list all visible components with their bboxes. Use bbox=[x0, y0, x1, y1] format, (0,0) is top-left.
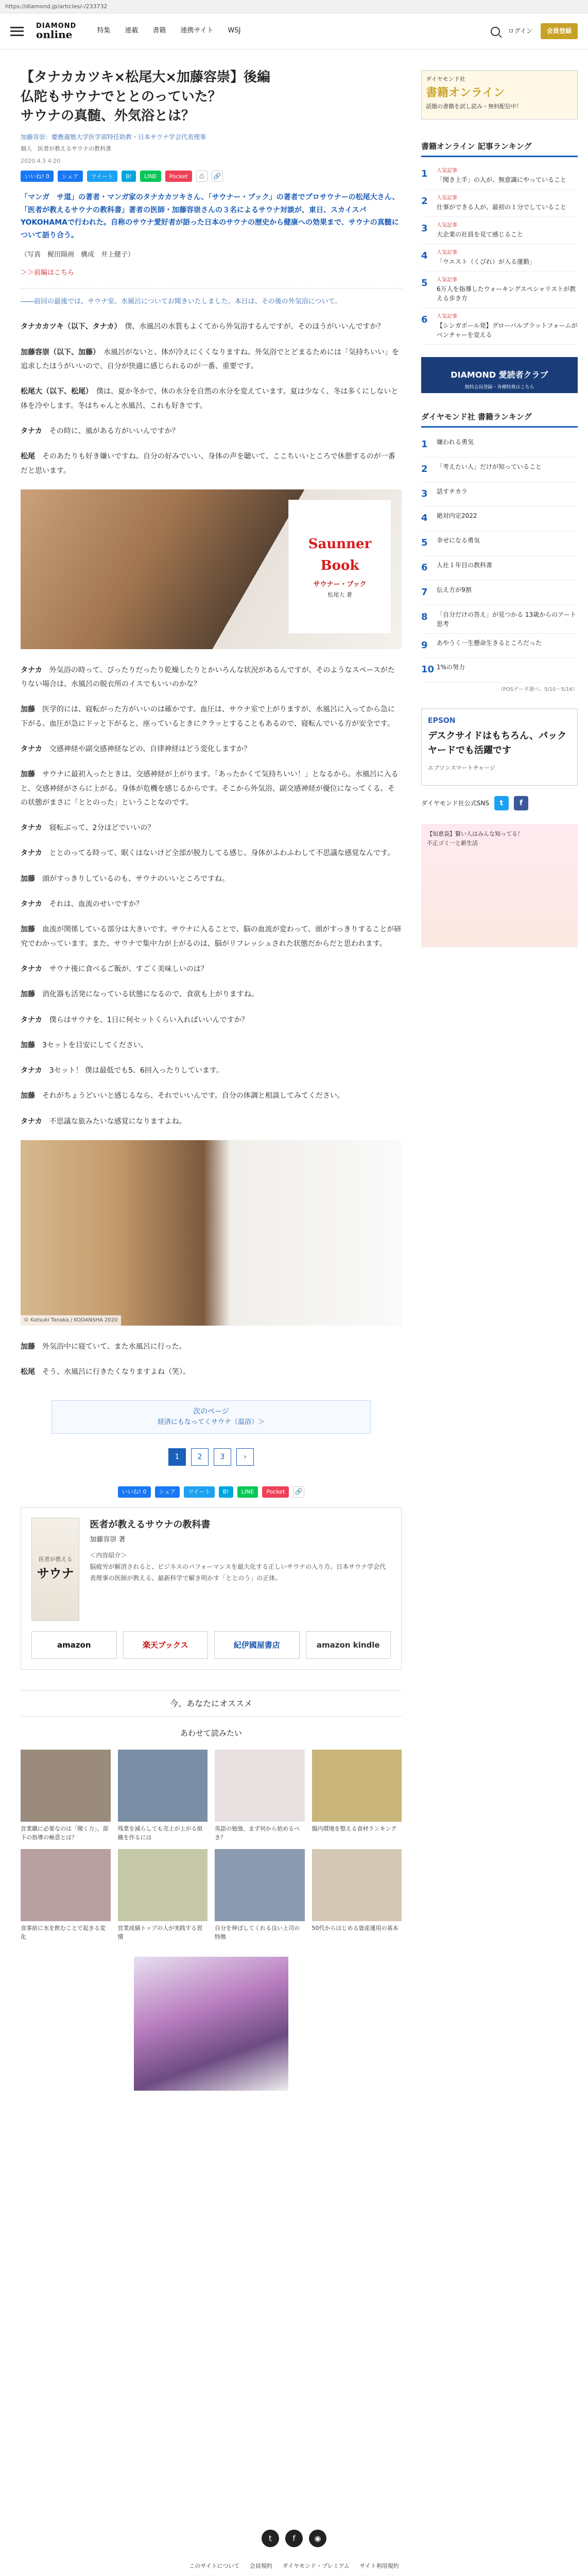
hatena-bookmark-button[interactable]: B! bbox=[219, 1486, 233, 1498]
twitter-icon[interactable]: t bbox=[494, 796, 509, 810]
sidebar-ad[interactable] bbox=[421, 824, 578, 947]
global-nav bbox=[97, 26, 240, 37]
logo-bottom-text: online bbox=[36, 28, 73, 41]
article-main bbox=[21, 49, 402, 2111]
next-page-label: 次のページ bbox=[193, 1407, 229, 1416]
speaker-name: タナカ bbox=[21, 964, 42, 973]
official-sns bbox=[421, 796, 578, 810]
speaker-text: 頭がすっきりしているのも、サウナのいいところですね。 bbox=[42, 874, 230, 883]
facebook-like-button[interactable]: いいね! 0 bbox=[118, 1486, 151, 1498]
speaker-text: 寝転ぶって、2分ほどでいいの？ bbox=[49, 824, 155, 833]
speaker-name: 加藤 bbox=[21, 990, 35, 999]
page-3-button[interactable]: 3 bbox=[214, 1448, 231, 1466]
related-item[interactable]: 食事前に水を飲むことで起きる変化 bbox=[21, 1849, 111, 1941]
speaker-text: 僕らはサウナを、1日に何セットくらい入ればいいんですか？ bbox=[49, 1015, 249, 1024]
link-icon[interactable]: 🔗 bbox=[293, 1486, 304, 1498]
paragraph bbox=[21, 821, 402, 835]
speaker-text: 3セット！ 僕は最低でも5、6回入ったりしています。 bbox=[49, 1066, 223, 1075]
saunner-book-image bbox=[288, 500, 391, 634]
speaker-text: ととのってる時って、眠くはないけど全部が脱力してる感じ。身体がふわふわして不思議な感覚なんです。 bbox=[49, 849, 395, 858]
next-page-link[interactable] bbox=[51, 1400, 371, 1434]
book-cover-sub: 医者が教える bbox=[38, 1555, 73, 1563]
recommend-heading: 今、あなたにオススメ bbox=[21, 1690, 402, 1717]
footer-links bbox=[0, 2560, 588, 2576]
ranking-item[interactable]: 6 人気記事 【シンガポール発】グローバルプラットフォームがベンチャーを変える bbox=[421, 308, 578, 345]
paragraph bbox=[21, 988, 402, 1002]
book-ranking-list bbox=[421, 433, 578, 683]
related-item[interactable]: 営業成績トップの人が実践する習慣 bbox=[118, 1849, 208, 1941]
speaker-text: 医学的には、寝転がった方がいいのは確かです。血圧は、サウナ室で上がりますが、水風呂に入ってから急に下がる。血圧が急にドッと下がると、座っているときにクラッとすることもあるので、寝転んでいる方が安全です。 bbox=[21, 705, 395, 728]
sns-label: ダイヤモンド社公式SNS bbox=[421, 799, 489, 807]
facebook-icon[interactable]: f bbox=[514, 796, 528, 810]
register-button[interactable]: 会員登録 bbox=[541, 23, 578, 39]
browser-address-bar[interactable] bbox=[0, 0, 588, 13]
publish-date: 2020.4.3 4:20 bbox=[21, 157, 61, 164]
speaker-text: 水風呂がないと、体が冷えにくくなりますね。外気浴でとどまるためには「気持ちいい」を追求したほうがいいので、自分が快適に感じられるのが一番、重要です。 bbox=[21, 348, 399, 371]
sidebar bbox=[421, 49, 578, 2111]
speaker-name: タナカ bbox=[21, 744, 42, 753]
nav-item-books[interactable]: 書籍 bbox=[152, 27, 166, 35]
rss-icon[interactable]: ◉ bbox=[309, 2530, 326, 2547]
nav-item-wsj[interactable]: WSJ bbox=[228, 27, 241, 35]
speaker-name: タナカ bbox=[21, 427, 42, 435]
footer-link[interactable]: ダイヤモンド・プレミアム bbox=[282, 2563, 350, 2569]
ranking-item[interactable]: 5 人気記事 6万人を指導したウォーキングスペシャリストが教える歩き方 bbox=[421, 272, 578, 308]
twitter-icon[interactable]: t bbox=[262, 2530, 279, 2547]
paragraph bbox=[21, 320, 402, 334]
book-info bbox=[90, 1518, 391, 1621]
book-title[interactable]: 医者が教えるサウナの教科書 bbox=[90, 1519, 211, 1530]
rakuten-button[interactable]: 楽天ブックス bbox=[123, 1631, 209, 1659]
tweet-button[interactable]: ツイート bbox=[184, 1486, 214, 1498]
nav-item-partners[interactable]: 連携サイト bbox=[180, 27, 214, 35]
speaker-name: 加藤 bbox=[21, 1343, 35, 1351]
ranking-list bbox=[421, 162, 578, 345]
book-ranking-item[interactable]: 5 幸せになる勇気 bbox=[421, 531, 578, 556]
kindle-button[interactable]: amazon kindle bbox=[306, 1631, 391, 1659]
paragraph bbox=[21, 425, 402, 438]
paragraph bbox=[21, 1039, 402, 1053]
speaker-name: タナカ bbox=[21, 1117, 42, 1126]
speaker-text: それは、血流のせいですか？ bbox=[49, 900, 143, 909]
book-author: 加藤容崇 著 bbox=[90, 1535, 126, 1544]
article-photo-1 bbox=[21, 489, 402, 649]
related-grid bbox=[21, 1750, 402, 1842]
speaker-text: 外気浴の時って、ぴったりだったり乾燥したりとかいろんな状況があるんですが、そのようなスペースがたりない場合は、水風呂の脱衣所のイスでもいいのかな？ bbox=[21, 666, 395, 689]
speaker-name: 加藤 bbox=[21, 874, 35, 883]
book-ranking-item[interactable]: 9 あやうく一生懸命生きるところだった bbox=[421, 634, 578, 658]
related-item[interactable]: 英語の勉強、まず何から始めるべき？ bbox=[215, 1750, 305, 1842]
speaker-text: 血流が関係している部分は大きいです。サウナに入ることで、脳の血流が変わって、頭がすっきりすることが研究でわかっています。また、サウナで集中力が上がるのは、脳がリフレッシュされた状態だからだと思われます。 bbox=[21, 925, 402, 948]
article-lead: 「マンガ サ道」の著者・マンガ家のタナカカツキさん、「サウナー・ブック」の著者でプロサウナーの松尾大さん、「医者が教えるサウナの教科書」著者の医師・加藤容崇さんの３名によるサウナ対談が、東日、スカイスパYOKOHAMAで行われた。自称のサウナ愛好者が語った日本のサウナの歴史から健康への効果まで、サウナの真髄について語り合う。 bbox=[21, 193, 400, 240]
epson-ad[interactable] bbox=[421, 708, 578, 786]
speaker-name: 松尾 bbox=[21, 1368, 35, 1377]
related-grid bbox=[21, 1849, 402, 1941]
url-text: https://diamond.jp/articles/-/233732 bbox=[5, 3, 108, 10]
pagination bbox=[21, 1448, 402, 1466]
store-buttons bbox=[31, 1631, 391, 1659]
banner-note: 無料会員登録・各種特典はこちら bbox=[464, 384, 534, 390]
paragraph bbox=[21, 872, 402, 886]
book-ranking-item[interactable]: 2 「考えたい人」だけが知っていること bbox=[421, 457, 578, 482]
previous-part-link[interactable]: ＞＞前編はこちら bbox=[21, 269, 75, 277]
paragraph bbox=[21, 846, 402, 860]
related-item[interactable]: 営業職に必要なのは「聞く力」。部下の指導の極意とは？ bbox=[21, 1750, 111, 1842]
speaker-name: タナカ bbox=[21, 1066, 42, 1075]
footer-link[interactable]: 会員規約 bbox=[249, 2563, 272, 2569]
speaker-text: 僕は、夏か冬かで、休の水分を自然の水分を変えています。夏は少なく、冬は多くにしないと体を冷やします。冬はちゃんと水風呂、これも好きです。 bbox=[21, 387, 399, 410]
book-ranking-item[interactable]: 1 嫌われる勇気 bbox=[421, 433, 578, 457]
speaker-name: 松尾 bbox=[21, 452, 35, 461]
speaker-name: 加藤容崇（以下、加藤） bbox=[21, 348, 96, 357]
book-cover-title: サウナ bbox=[37, 1566, 74, 1581]
speaker-name: タナカ bbox=[21, 1015, 42, 1024]
nav-item-series[interactable]: 連載 bbox=[125, 27, 139, 35]
line-share-button[interactable]: LINE bbox=[237, 1486, 258, 1498]
share-bar-bottom bbox=[21, 1486, 402, 1498]
ranking-item[interactable]: 3 人気記事 大企業の社員を見て感じること bbox=[421, 217, 578, 244]
speaker-text: その時に、風がある方がいいんですか？ bbox=[49, 427, 179, 435]
speaker-name: 加藤 bbox=[21, 705, 35, 714]
related-item[interactable]: 50代からはじめる資産運用の基本 bbox=[312, 1849, 402, 1941]
book-image-title: Saunner Book bbox=[308, 536, 372, 573]
ranking-item[interactable]: 2 人気記事 仕事ができる人が、最初の１分でしていること bbox=[421, 190, 578, 217]
site-header bbox=[0, 13, 588, 49]
speaker-name: タナカ bbox=[21, 824, 42, 833]
paragraph bbox=[21, 1115, 402, 1129]
ranking-note: （POSデータ調べ、5/10〜5/16） bbox=[497, 687, 578, 693]
series-byline[interactable]: 個人 医者が教えるサウナの教科書 bbox=[21, 145, 111, 152]
book-ranking-item[interactable]: 7 伝え方が9割 bbox=[421, 581, 578, 605]
facebook-like-button[interactable]: いいね! 0 bbox=[21, 171, 54, 182]
speaker-text: そう、水風呂に行きたくなりますよね（笑）。 bbox=[42, 1368, 190, 1377]
books-online-ad[interactable] bbox=[421, 70, 578, 120]
book-ranking-item[interactable]: 8 「自分だけの答え」が見つかる 13歳からのアート思考 bbox=[421, 605, 578, 634]
speaker-text: そのあたりも好き嫌いですね。自分の好みでいい、身体の声を聴いて、ここちいいところで休憩するのが一番だと思います。 bbox=[21, 452, 395, 475]
readers-club-banner[interactable] bbox=[421, 357, 578, 393]
header-actions bbox=[491, 23, 578, 39]
paragraph bbox=[21, 703, 402, 731]
ranking-item[interactable]: 4 人気記事 「ウエスト（くびれ）が入る運動」 bbox=[421, 244, 578, 272]
site-footer bbox=[0, 2530, 588, 2576]
book-ranking-title: ダイヤモンド社 書籍ランキング bbox=[421, 411, 578, 428]
speaker-name: 加藤 bbox=[21, 770, 35, 779]
amazon-button[interactable]: amazon bbox=[31, 1631, 117, 1659]
speaker-text: 交感神経や副交感神経などの、自律神経はどう変化しますか？ bbox=[49, 744, 251, 753]
speaker-name: 松尾大（以下、松尾） bbox=[21, 387, 89, 396]
divider bbox=[21, 288, 402, 289]
paragraph bbox=[21, 923, 402, 951]
sidebar-ad-note: 不正ゴミ一と新生活 bbox=[427, 839, 478, 846]
menu-icon[interactable] bbox=[10, 27, 24, 36]
paragraph bbox=[21, 1365, 402, 1379]
article-intro: ――前回の最後では、サウナ室、水風呂についてお聞きいたしました。本日は、その後の外気浴について。 bbox=[21, 298, 342, 306]
book-ranking-item[interactable]: 10 1%の努力 bbox=[421, 658, 578, 683]
tweet-button[interactable]: ツイート bbox=[87, 171, 117, 182]
link-icon[interactable]: 🔗 bbox=[212, 171, 223, 182]
related-item[interactable]: 腸内環境を整える食材ランキング bbox=[312, 1750, 402, 1842]
speaker-text: それがちょうどいいと感じるなら、それでいいんです。自分の体調と相談してみてください。 bbox=[42, 1092, 344, 1100]
site-logo[interactable] bbox=[36, 23, 76, 40]
book-ranking-item[interactable]: 6 人社１年目の教科書 bbox=[421, 556, 578, 581]
line-share-button[interactable]: LINE bbox=[140, 171, 161, 182]
footer-link[interactable]: このサイトについて bbox=[189, 2563, 240, 2569]
related-item[interactable]: 自分を伸ばしてくれる良い上司の特徴 bbox=[215, 1849, 305, 1941]
pocket-button[interactable]: Pocket bbox=[262, 1486, 289, 1498]
page-container bbox=[0, 49, 588, 2111]
article-photo-2 bbox=[21, 1140, 402, 1326]
facebook-share-button[interactable]: シェア bbox=[58, 171, 83, 182]
speaker-name: タナカカツキ（以下、タナカ） bbox=[21, 323, 118, 331]
page-1-button[interactable]: 1 bbox=[168, 1448, 186, 1466]
photo-credit: （写真 梶田陽画 構成 井上健子） bbox=[21, 251, 135, 259]
article-title: 【タナカカツキ×松尾大×加藤容崇】後編 仏陀もサウナでととのっていた？ サウナの真髄、外気浴とは？ bbox=[21, 70, 271, 124]
speaker-text: サウナに最初入ったときは、交感神経が上がります。「あったかくて気持ちいい！」となるから。水風呂に入ると、交感神経がさらに上がる。身体が危機を感じるからです。そこから外気浴、副交感神経が優位になってくる。その状態がまさに「ととのった」ということなのです。 bbox=[21, 770, 399, 807]
nav-item-feature[interactable]: 特集 bbox=[97, 27, 111, 35]
print-icon[interactable]: ⎙ bbox=[196, 171, 207, 182]
footer-link[interactable]: サイト利用規約 bbox=[359, 2563, 399, 2569]
ad-title: 書籍オンライン bbox=[426, 86, 505, 99]
paragraph bbox=[21, 385, 402, 413]
author-byline[interactable]: 加藤容崇：慶應義塾大学医学部特任助教・日本サウナ学会代表理事 bbox=[21, 133, 206, 141]
ad-tag: ダイヤモンド社 bbox=[426, 76, 465, 82]
book-desc-label: ＜内容紹介＞ bbox=[90, 1552, 127, 1560]
logo-top-text: DIAMOND bbox=[36, 22, 77, 30]
book-cover-image[interactable] bbox=[31, 1518, 79, 1621]
speaker-name: タナカ bbox=[21, 849, 42, 858]
ad-note: 話題の書籍を試し読み・無料配信中！ bbox=[426, 103, 522, 110]
advertisement[interactable] bbox=[134, 1957, 288, 2091]
search-icon[interactable] bbox=[491, 27, 500, 36]
epson-title: デスクサイドはもちろん、パックヤードでも活躍です bbox=[428, 730, 567, 756]
speaker-text: 僕、水風呂の水質もよくてから外気浴するんですが、そのほうがいいんですか？ bbox=[125, 323, 385, 331]
epson-brand: EPSON bbox=[428, 717, 456, 725]
book-ranking-item[interactable]: 4 絶対内定2022 bbox=[421, 506, 578, 531]
speaker-text: サウナ後に食べるご飯が、すごく美味しいのは？ bbox=[49, 964, 208, 973]
paragraph bbox=[21, 1340, 402, 1354]
paragraph bbox=[21, 664, 402, 692]
ranking-item[interactable]: 1 人気記事 「聞き上手」の人が、無意識にやっていること bbox=[421, 162, 578, 190]
share-bar bbox=[21, 171, 402, 182]
speaker-text: 3セットを目安にしてください。 bbox=[42, 1041, 148, 1049]
photo-caption: © Katsuki Tanaka / KODANSHA 2020 bbox=[21, 1315, 121, 1326]
speaker-text: 消化器も活発になっている状態になるので、食欲も上がりますね。 bbox=[42, 990, 258, 999]
speaker-text: 外気浴中に寝ていて、また水風呂に行った。 bbox=[42, 1343, 186, 1351]
book-image-line: サウナー・ブック bbox=[313, 581, 367, 589]
book-image-note: 松尾大 著 bbox=[327, 591, 352, 598]
speaker-name: タナカ bbox=[21, 666, 42, 674]
paragraph bbox=[21, 962, 402, 976]
pocket-button[interactable]: Pocket bbox=[165, 171, 192, 182]
speaker-text: 不思議な旅みたいな感覚になりますよね。 bbox=[49, 1117, 186, 1126]
kinokuniya-button[interactable]: 紀伊國屋書店 bbox=[214, 1631, 300, 1659]
paragraph bbox=[21, 1064, 402, 1078]
next-page-button[interactable]: › bbox=[236, 1448, 254, 1466]
hatena-bookmark-button[interactable]: B! bbox=[122, 171, 136, 182]
banner-title: DIAMOND 愛読者クラブ bbox=[451, 370, 548, 380]
paragraph bbox=[21, 1013, 402, 1027]
speaker-name: 加藤 bbox=[21, 1092, 35, 1100]
page-2-button[interactable]: 2 bbox=[191, 1448, 209, 1466]
book-description: 脳疲労が解消されると、ビジネスのパフォーマンスを最大化する正しいサウナの入り方。日本サウナ学会代表理事の医師が教える、最新科学で解き明かす「ととのう」の正体。 bbox=[90, 1563, 386, 1582]
book-ranking-item[interactable]: 3 話すチカラ bbox=[421, 482, 578, 507]
sidebar-ad-title: 【知恵袋】賢い人はみんな知ってる！ bbox=[427, 831, 523, 838]
facebook-icon[interactable]: f bbox=[285, 2530, 303, 2547]
next-page-title: 経済にもなってくサウナ（温浴）＞ bbox=[157, 1418, 265, 1427]
speaker-name: 加藤 bbox=[21, 1041, 35, 1049]
speaker-name: タナカ bbox=[21, 900, 42, 909]
login-button[interactable]: ログイン bbox=[508, 27, 532, 35]
paragraph bbox=[21, 768, 402, 810]
facebook-share-button[interactable]: シェア bbox=[155, 1486, 180, 1498]
related-heading: あわせて読みたい bbox=[180, 1728, 242, 1738]
paragraph bbox=[21, 1089, 402, 1103]
paragraph bbox=[21, 450, 402, 478]
related-item[interactable]: 残業を減らしても売上が上がる組織を作るには bbox=[118, 1750, 208, 1842]
epson-note: エプソンスマートチャージ bbox=[428, 765, 495, 772]
paragraph bbox=[21, 742, 402, 756]
ranking-title: 書籍オンライン 記事ランキング bbox=[421, 140, 578, 157]
speaker-name: 加藤 bbox=[21, 925, 35, 934]
book-promo-card bbox=[21, 1507, 402, 1670]
paragraph bbox=[21, 346, 402, 374]
paragraph bbox=[21, 897, 402, 911]
footer-social bbox=[0, 2530, 588, 2547]
